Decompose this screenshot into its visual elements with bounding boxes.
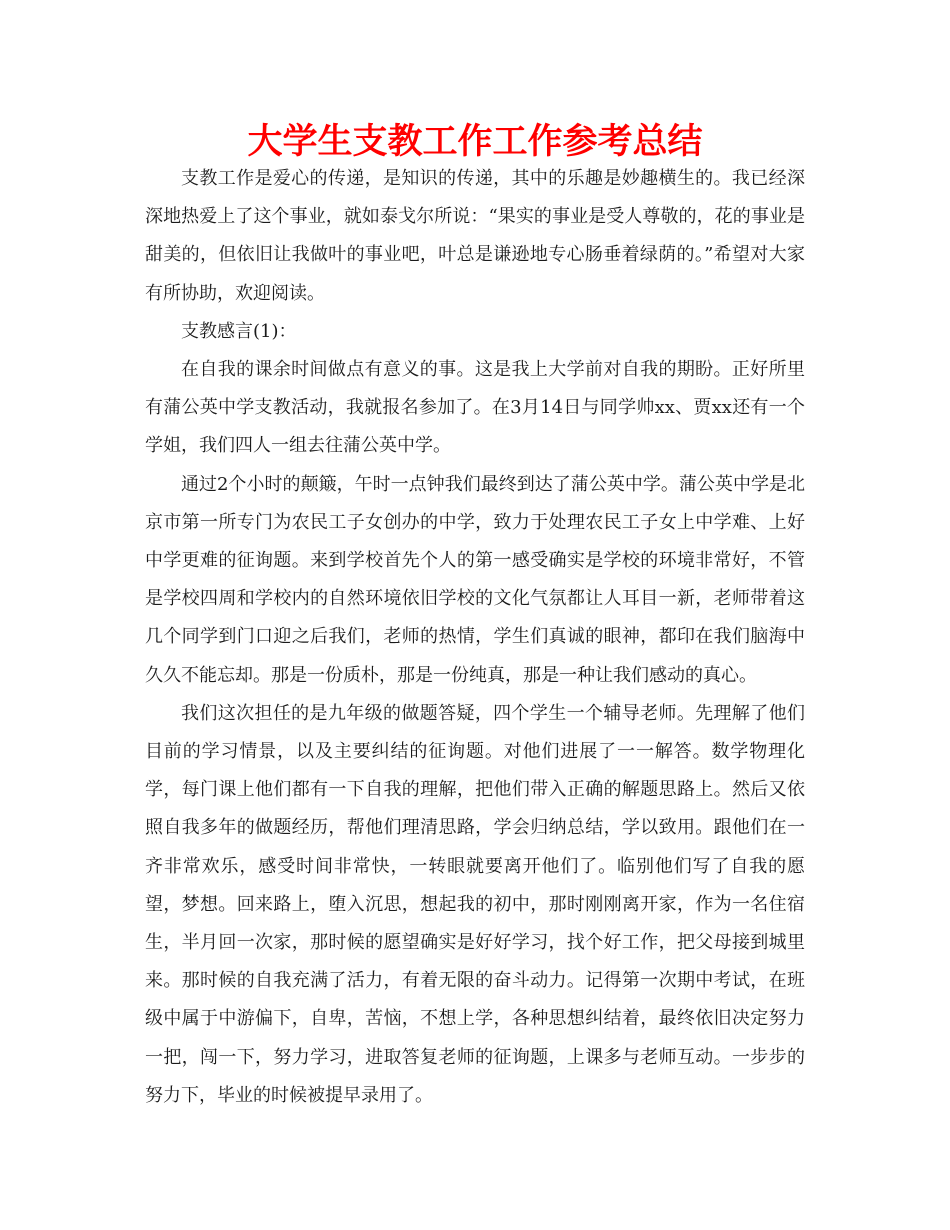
paragraph-2: 通过2个小时的颠簸，午时一点钟我们最终到达了蒲公英中学。蒲公英中学是北京市第一所专门为农民工子女创办的中学，致力于处理农民工子女上中学难、上好中学更难的征询题。来到学校首先个人的第一感受确实是学校的环境非常好，不管是学校四周和学校内的自然环境依旧学校的文化气氛都让人耳目一新，老师带着这几个同学到门口迎之后我们，老师的热情，学生们真诚的眼神，都印在我们脑海中久久不能忘却。那是一份质朴，那是一份纯真，那是一种让我们感动的真心。 xyxy=(145,473,805,686)
document-body xyxy=(145,160,805,1115)
paragraph-intro: 支教工作是爱心的传递，是知识的传递，其中的乐趣是妙趣横生的。我已经深深地热爱上了这个事业，就如泰戈尔所说：“果实的事业是受人尊敬的，花的事业是甜美的，但依旧让我做叶的事业吧，叶总是谦逊地专心肠垂着绿荫的。”希望对大家有所协助，欢迎阅读。 xyxy=(145,168,805,304)
paragraph-3: 我们这次担任的是九年级的做题答疑，四个学生一个辅导老师。先理解了他们目前的学习情景，以及主要纠结的征询题。对他们进展了一一解答。数学物理化学，每门课上他们都有一下自我的理解，把他们带入正确的解题思路上。然后又依照自我多年的做题经历，帮他们理清思路，学会归纳总结，学以致用。跟他们在一齐非常欢乐，感受时间非常快，一转眼就要离开他们了。临别他们写了自我的愿望，梦想。回来路上，堕入沉思，想起我的初中，那时刚刚离开家，作为一名住宿生，半月回一次家，那时候的愿望确实是好好学习，找个好工作，把父母接到城里来。那时候的自我充满了活力，有着无限的奋斗动力。记得第一次期中考试，在班级中属于中游偏下，自卑，苦恼，不想上学，各种思想纠结着，最终依旧决定努力一把，闯一下，努力学习，进取答复老师的征询题，上课多与老师互动。一步步的努力下，毕业的时候被提早录用了。 xyxy=(145,702,805,1106)
document-title: 大学生支教工作工作参考总结 xyxy=(247,122,703,162)
paragraph-1: 在自我的课余时间做点有意义的事。这是我上大学前对自我的期盼。正好所里有蒲公英中学支教活动，我就报名参加了。在3月14日与同学帅xx、贾xx还有一个学姐，我们四人一组去往蒲公英中学。 xyxy=(145,359,805,457)
paragraph-section-heading: 支教感言(1)： xyxy=(181,320,297,342)
